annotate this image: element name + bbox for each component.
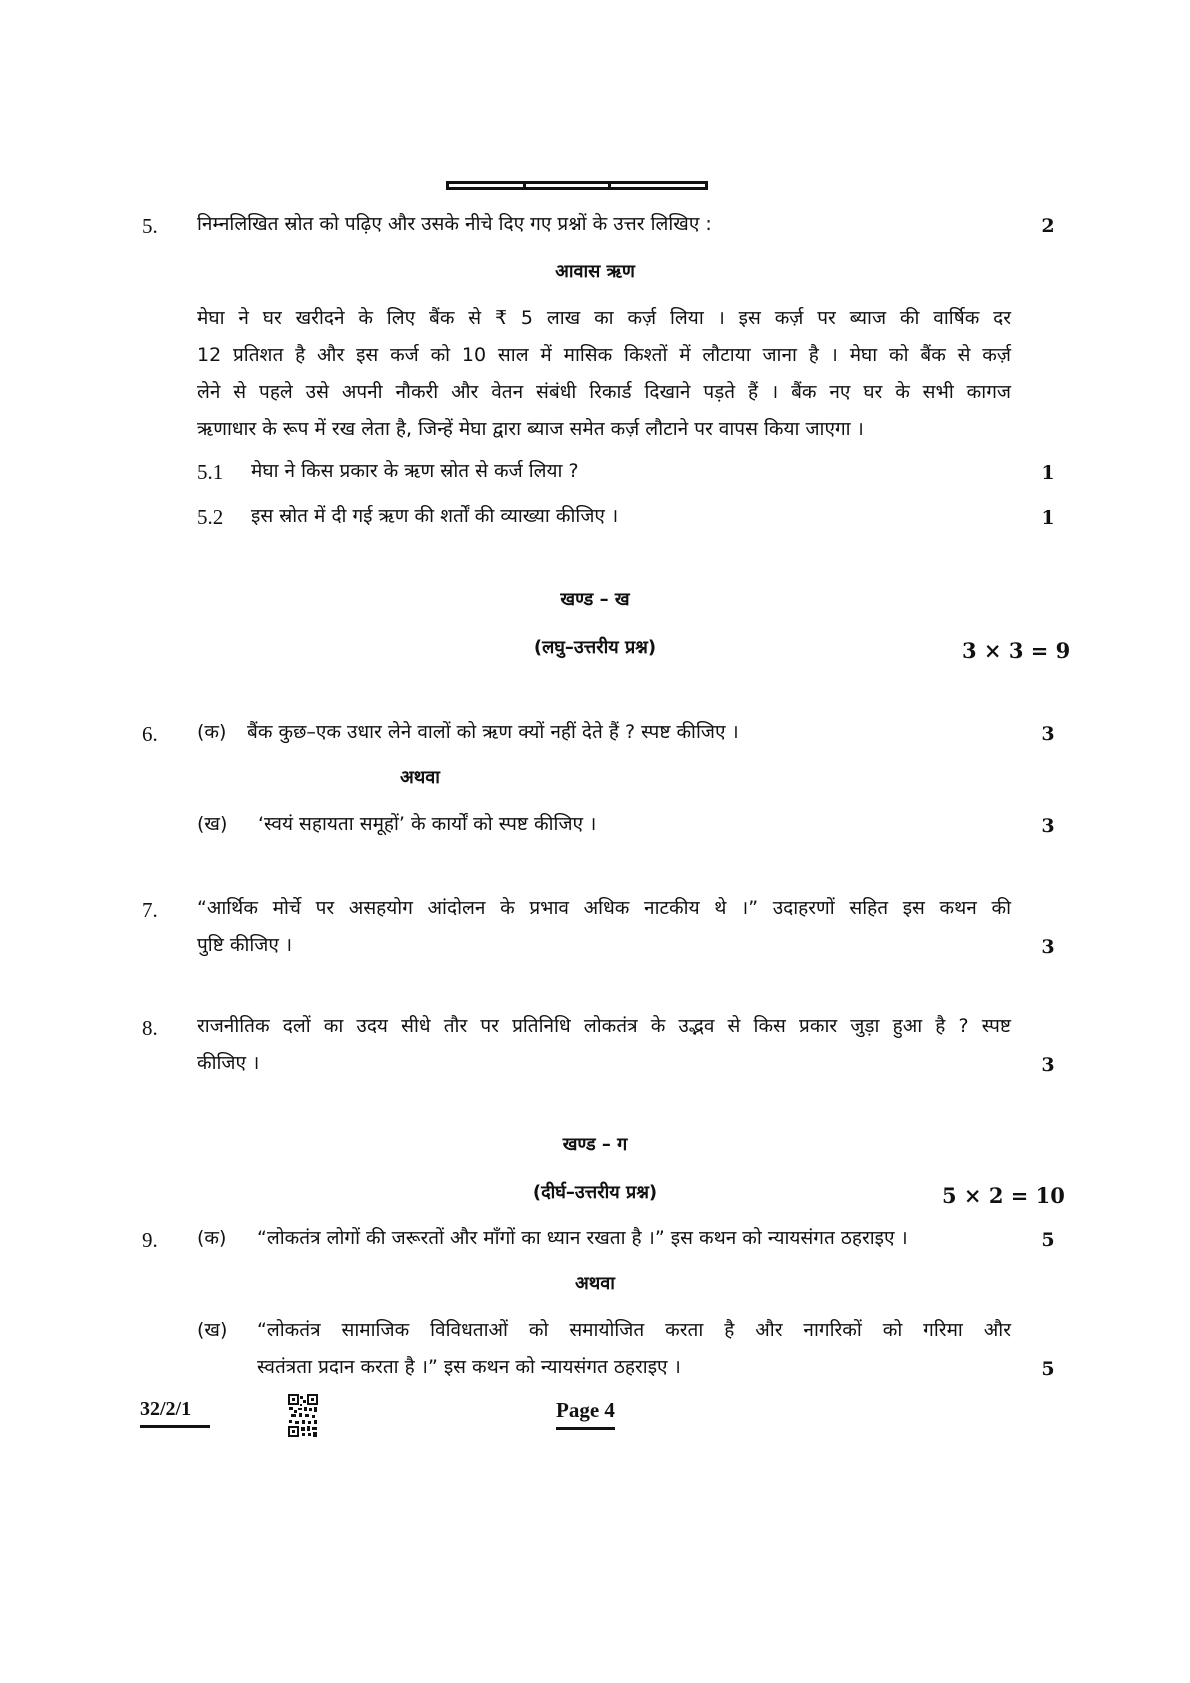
- question-instruction: निम्नलिखित स्रोत को पढ़िए और उसके नीचे दिए गए प्रश्नों के उत्तर लिखिए :: [197, 213, 712, 235]
- question-number: 6.: [142, 722, 158, 746]
- question-marks: 3: [1041, 815, 1055, 837]
- paper-code: 32/2/1: [140, 1398, 210, 1428]
- source-title: आवास ऋण: [555, 261, 635, 282]
- question-text-continued: पुष्टि कीजिए ।: [197, 934, 293, 956]
- source-passage: [197, 300, 1011, 448]
- section-subtitle: (दीर्घ–उत्तरीय प्रश्न): [532, 1182, 658, 1203]
- passage-line: 12 प्रतिशत है और इस कर्ज को 10 साल में मासिक किश्तों में लौटाया जाना है । मेघा को बैंक से कर्ज़: [197, 344, 1011, 366]
- qr-code-icon: [288, 1394, 318, 1440]
- page-number: Page 4: [556, 1398, 615, 1430]
- question-marks: 3: [1041, 1054, 1055, 1076]
- question-number: 8.: [142, 1016, 158, 1040]
- question-text: बैंक कुछ–एक उधार लेने वालों को ऋण क्यों नहीं देते हैं ? स्पष्ट कीजिए ।: [247, 721, 739, 743]
- question-marks: 3: [1041, 936, 1055, 958]
- subquestion-text: इस स्रोत में दी गई ऋण की शर्तों की व्याख्या कीजिए ।: [251, 505, 619, 527]
- passage-line: ऋणाधार के रूप में रख लेता है, जिन्हें मेघा द्वारा ब्याज समेत कर्ज़ लौटाने पर वापस किया जाएगा ।: [197, 418, 864, 440]
- question-text: “लोकतंत्र सामाजिक विविधताओं को समायोजित करता है और नागरिकों को गरिमा और: [257, 1319, 1011, 1341]
- option-label: (क): [197, 1227, 227, 1249]
- question-text-continued: स्वतंत्रता प्रदान करता है ।” इस कथन को न्यायसंगत ठहराइए ।: [257, 1356, 681, 1378]
- subquestion-text: मेघा ने किस प्रकार के ऋण स्रोत से कर्ज लिया ?: [251, 460, 579, 482]
- section-subtitle: (लघु–उत्तरीय प्रश्न): [533, 637, 657, 658]
- question-text: ‘स्वयं सहायता समूहों’ के कार्यों को स्पष्ट कीजिए ।: [258, 813, 597, 835]
- question-marks: 3: [1041, 723, 1055, 745]
- question-text: “लोकतंत्र लोगों की जरूरतों और माँगों का ध्यान रखता है ।” इस कथन को न्यायसंगत ठहराइए ।: [257, 1227, 908, 1249]
- option-label: (ख): [197, 813, 228, 835]
- section-title: खण्ड – ग: [562, 1134, 628, 1155]
- question-text-continued: कीजिए ।: [197, 1052, 260, 1074]
- question-number: 9.: [142, 1228, 158, 1252]
- option-label: (क): [197, 721, 227, 743]
- bar-divider: [608, 181, 611, 190]
- question-marks: 2: [1041, 215, 1055, 237]
- header-decorative-bar: [446, 181, 708, 190]
- section-marks-formula: 3 × 3 = 9: [962, 638, 1071, 663]
- question-marks: 5: [1041, 1358, 1055, 1380]
- question-text: राजनीतिक दलों का उदय सीधे तौर पर प्रतिनिधि लोकतंत्र के उद्भव से किस प्रकार जुड़ा हुआ है ? स्पष्ट: [197, 1015, 1011, 1037]
- question-marks: 5: [1041, 1229, 1055, 1251]
- or-label: अथवा: [400, 767, 440, 788]
- bar-divider: [523, 181, 526, 190]
- passage-line: मेघा ने घर खरीदने के लिए बैंक से ₹ 5 लाख का कर्ज़ लिया । इस कर्ज़ पर ब्याज की वार्षिक दर: [197, 307, 1012, 329]
- question-number: 5.: [142, 214, 158, 238]
- subquestion-number: 5.1: [197, 460, 224, 484]
- or-label: अथवा: [575, 1273, 615, 1294]
- passage-line: लेने से पहले उसे अपनी नौकरी और वेतन संबंधी रिकार्ड दिखाने पड़ते हैं । बैंक नए घर के सभी कागज: [197, 381, 1011, 403]
- subquestion-number: 5.2: [197, 505, 224, 529]
- option-label: (ख): [197, 1319, 228, 1341]
- question-number: 7.: [142, 898, 158, 922]
- question-text: “आर्थिक मोर्चे पर असहयोग आंदोलन के प्रभाव अधिक नाटकीय थे ।” उदाहरणों सहित इस कथन की: [197, 897, 1011, 919]
- section-marks-formula: 5 × 2 = 10: [942, 1183, 1065, 1208]
- subquestion-marks: 1: [1041, 507, 1055, 529]
- section-title: खण्ड – ख: [560, 589, 630, 610]
- subquestion-marks: 1: [1041, 462, 1055, 484]
